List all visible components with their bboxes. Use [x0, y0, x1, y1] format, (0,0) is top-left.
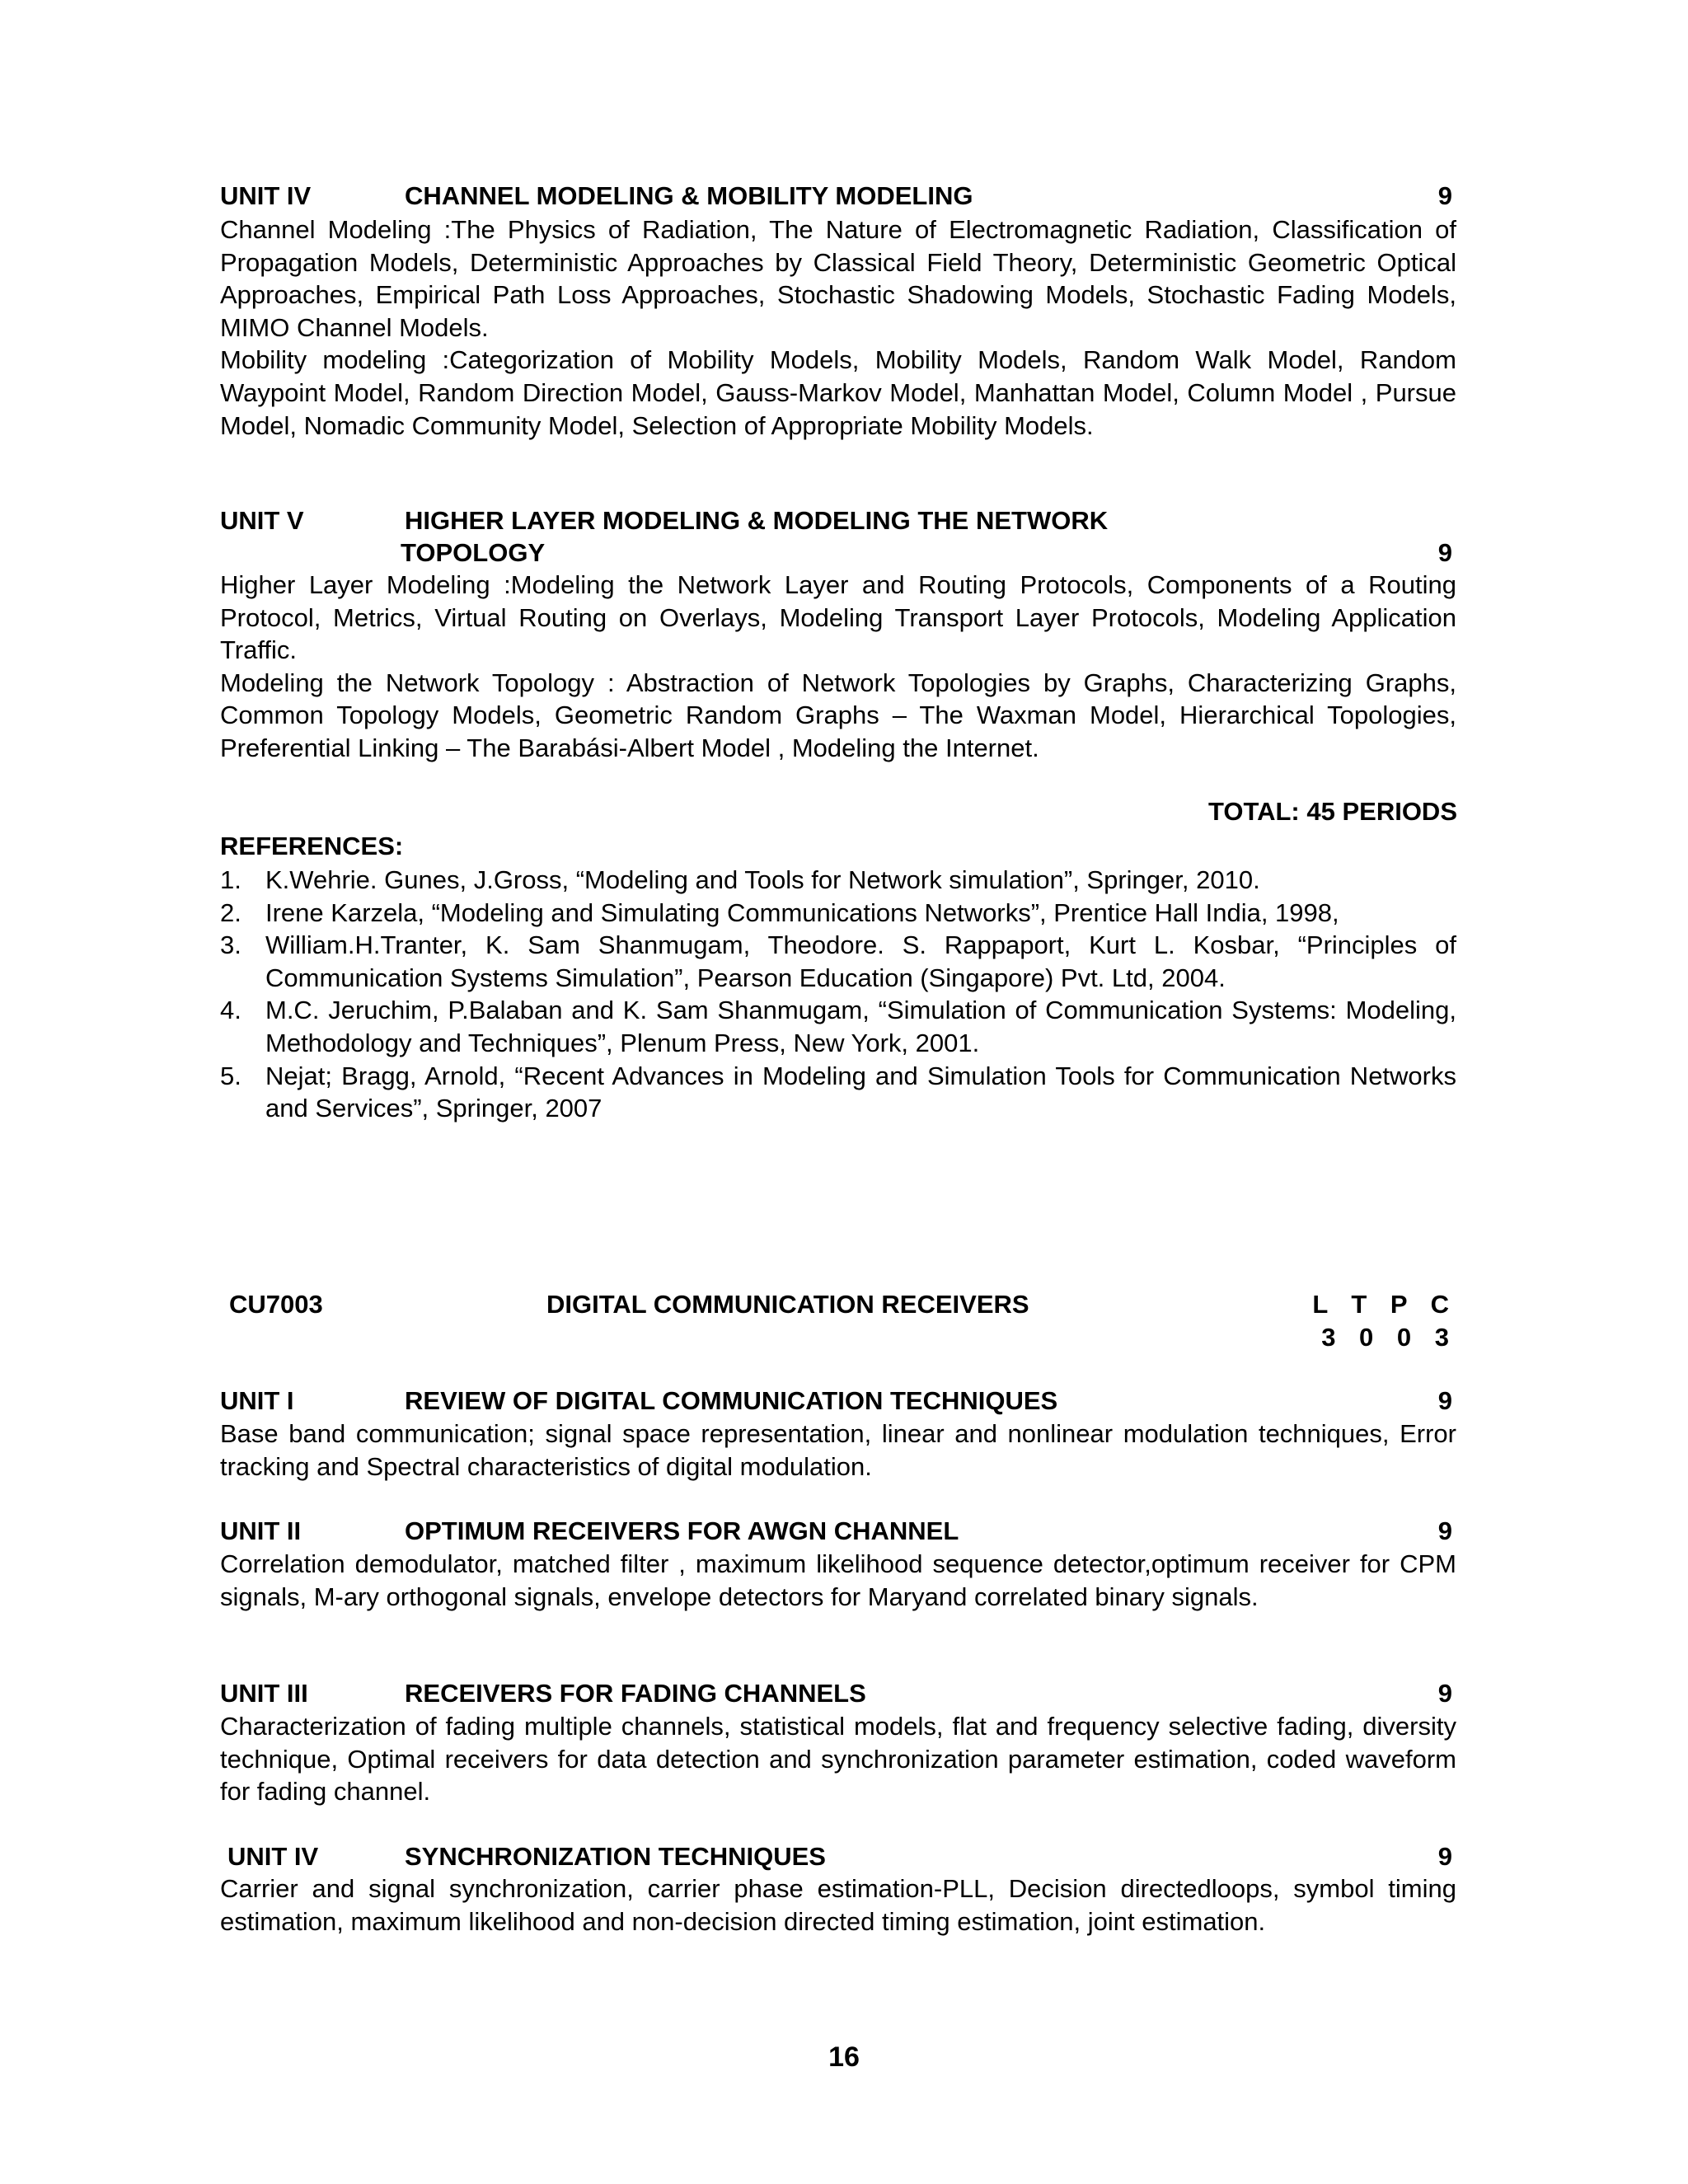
unit-hours: 9	[1437, 538, 1452, 567]
unit-iii-body: Characterization of fading multiple channels, statistical models, flat and frequency selective fading, diversity technique, Optimal receivers for data detection and synchronization parameter estimation, coded waveform for fading channel.	[220, 1712, 1456, 1807]
network-topology-paragraph: Modeling the Network Topology : Abstraction of Network Topologies by Graphs, Characterizing Graphs, Common Topology Models, Geometric Random Graphs – The Waxman Model, Hierarchical Topologies, Preferential Linking – The Barabási-Albert Model , Modeling the Internet.	[220, 668, 1456, 762]
course-title: DIGITAL COMMUNICATION RECEIVERS	[546, 1290, 1029, 1319]
mobility-modeling-paragraph: Mobility modeling :Categorization of Mobility Models, Mobility Models, Random Walk Model, Random Waypoint Model, Random Direction Model, Gauss-Markov Model, Manhattan Model, Column Model , Pursue Model, Nomadic Community Model, Selection of Appropriate Mobility Models.	[220, 345, 1456, 440]
reference-item: 1. K.Wehrie. Gunes, J.Gross, “Modeling and Tools for Network simulation”, Springer, 2010.	[220, 865, 1260, 894]
references-list	[220, 864, 1456, 1125]
unit-iv-sync-body: Carrier and signal synchronization, carrier phase estimation-PLL, Decision directedloops, symbol timing estimation, maximum likelihood and non-decision directed timing estimation, joint estimation.	[220, 1874, 1456, 1936]
unit-v-body	[220, 569, 1456, 765]
unit-title: RECEIVERS FOR FADING CHANNELS	[405, 1679, 866, 1708]
reference-item: 3. William.H.Tranter, K. Sam Shanmugam, Theodore. S. Rappaport, Kurt L. Kosbar, “Principles of Communication Systems Simulation”, Pearson Education (Singapore) Pvt. Ltd, 2004.	[220, 930, 1456, 992]
references-heading: REFERENCES:	[220, 832, 404, 860]
higher-layer-paragraph: Higher Layer Modeling :Modeling the Network Layer and Routing Protocols, Components of a Routing Protocol, Metrics, Virtual Routing on Overlays, Modeling Transport Layer Protocols, Modeling Application Traffic.	[220, 570, 1456, 665]
channel-modeling-paragraph: Channel Modeling :The Physics of Radiation, The Nature of Electromagnetic Radiation, Classification of Propagation Models, Deterministic Approaches by Classical Field Theory, Deterministic Geometric Optical Approaches, Empirical Path Loss Approaches, Stochastic Shadowing Models, Stochastic Fading Models, MIMO Channel Models.	[220, 215, 1456, 342]
unit-code: UNIT I	[220, 1386, 294, 1415]
unit-code: UNIT V	[220, 506, 304, 535]
unit-code: UNIT IV	[227, 1842, 319, 1871]
unit-code: UNIT II	[220, 1516, 302, 1545]
unit-code: UNIT IV	[220, 181, 312, 210]
ltpc-label: L T P C	[1312, 1290, 1457, 1319]
reference-item: 2. Irene Karzela, “Modeling and Simulating Communications Networks”, Prentice Hall India, 1998,	[220, 898, 1339, 927]
page-number: 16	[828, 2041, 860, 2073]
unit-i-body: Base band communication; signal space representation, linear and nonlinear modulation techniques, Error tracking and Spectral characteristics of digital modulation.	[220, 1419, 1456, 1481]
unit-hours: 9	[1437, 1386, 1452, 1415]
reference-item: 5. Nejat; Bragg, Arnold, “Recent Advances in Modeling and Simulation Tools for Communication Networks and Services”, Springer, 2007	[220, 1061, 1456, 1123]
course-code: CU7003	[229, 1290, 323, 1319]
unit-hours: 9	[1437, 181, 1452, 210]
unit-hours: 9	[1437, 1842, 1452, 1871]
total-periods: TOTAL: 45 PERIODS	[1207, 797, 1457, 826]
unit-title-line1: HIGHER LAYER MODELING & MODELING THE NETWORK	[405, 506, 1109, 535]
unit-hours: 9	[1437, 1516, 1452, 1545]
unit-title-line2: TOPOLOGY	[401, 538, 546, 567]
unit-title: SYNCHRONIZATION TECHNIQUES	[405, 1842, 826, 1871]
reference-item: 4. M.C. Jeruchim, P.Balaban and K. Sam Shanmugam, “Simulation of Communication Systems: Modeling, Methodology and Techniques”, Plenum Press, New York, 2001.	[220, 996, 1456, 1057]
unit-title: CHANNEL MODELING & MOBILITY MODELING	[405, 181, 973, 210]
unit-title: OPTIMUM RECEIVERS FOR AWGN CHANNEL	[405, 1516, 959, 1545]
unit-ii-body: Correlation demodulator, matched filter , maximum likelihood sequence detector,optimum receiver for CPM signals, M-ary orthogonal signals, envelope detectors for Maryand correlated binary signals.	[220, 1549, 1456, 1611]
course-header	[229, 1288, 1457, 1354]
unit-hours: 9	[1437, 1679, 1452, 1708]
unit-iv-channel-body	[220, 213, 1456, 442]
unit-title: REVIEW OF DIGITAL COMMUNICATION TECHNIQUES	[405, 1386, 1058, 1415]
ltpc-values: 3 0 0 3	[1321, 1323, 1457, 1352]
unit-code: UNIT III	[220, 1679, 308, 1708]
